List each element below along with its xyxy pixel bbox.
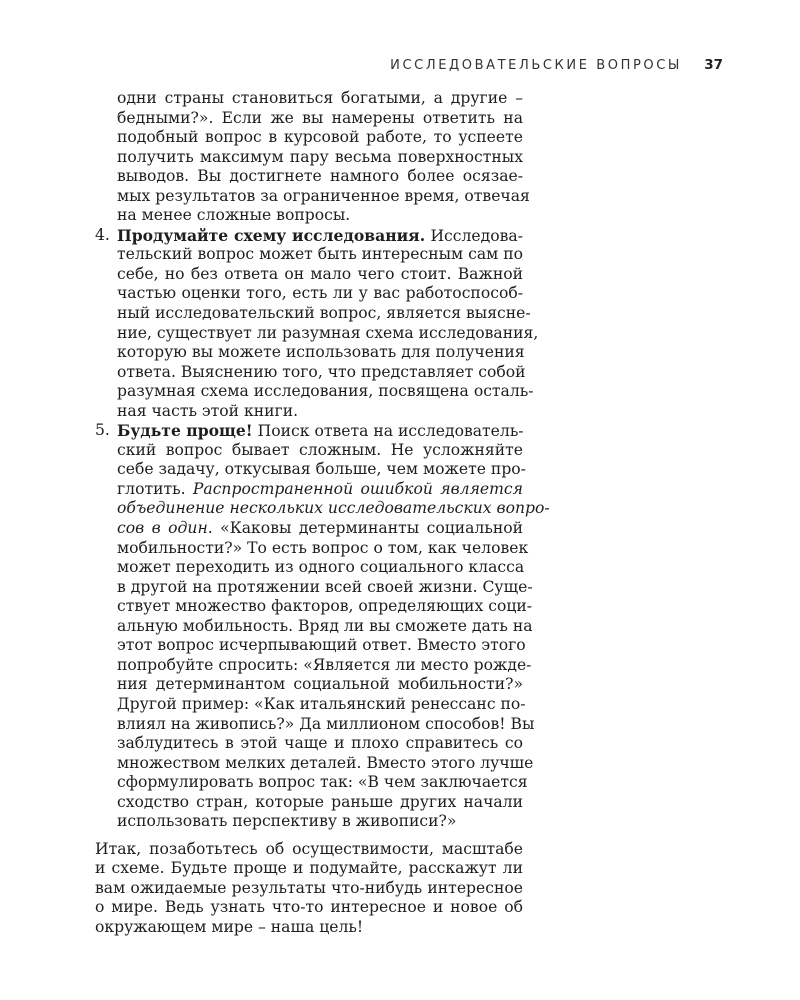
- italic-fragment: Распространенной ошибкой является: [192, 479, 523, 498]
- text-line: выводов. Вы достигнете намного более осязае-: [117, 167, 523, 186]
- text-line: ния детерминантом социальной мобильности?»: [117, 675, 523, 694]
- page-body: [95, 89, 550, 938]
- italic-fragment: объединение нескольких исследовательских вопро-: [117, 499, 550, 518]
- text-line: влиял на живопись?» Да миллионом способов! Вы: [117, 714, 535, 733]
- text-line: и схеме. Будьте проще и подумайте, расскажут ли: [95, 859, 523, 878]
- list-number: 5.: [95, 421, 110, 440]
- page-number: 37: [704, 57, 723, 73]
- text-line: окружающем мире – наша цель!: [95, 917, 364, 936]
- text-line: ная часть этой книги.: [117, 401, 299, 420]
- text-line: ствует множество факторов, определяющих соци-: [117, 597, 533, 616]
- text-line: [117, 226, 523, 246]
- text-line: которую вы можете использовать для получения: [117, 343, 525, 362]
- text-line: себе, но без ответа он мало чего стоит. Важной: [117, 264, 523, 283]
- text-line: о мире. Ведь узнать что-то интересное и новое об: [95, 898, 523, 917]
- text-line: бедными?». Если же вы намерены ответить на: [117, 108, 523, 127]
- running-head: ИССЛЕДОВАТЕЛЬСКИЕ ВОПРОСЫ: [390, 58, 682, 73]
- list-item-5: [95, 421, 550, 831]
- text-line: [117, 421, 523, 441]
- text-line: мых результатов за ограниченное время, отвечая: [117, 186, 530, 205]
- text-line: ответа. Выяснению того, что представляет собой: [117, 362, 526, 381]
- text-line: на менее сложные вопросы.: [117, 206, 351, 225]
- text-line: сходство стран, которые раньше других начали: [117, 792, 523, 811]
- text-line: этот вопрос исчерпывающий ответ. Вместо этого: [117, 636, 526, 655]
- text-line: [117, 499, 550, 519]
- text-line: [117, 480, 523, 500]
- text-fragment: «Каковы детерминанты социальной: [220, 519, 523, 538]
- text-line: множеством мелких деталей. Вместо этого лучше: [117, 753, 534, 772]
- text-line: себе задачу, откусывая больше, чем можете про-: [117, 460, 526, 479]
- text-line: ние, существует ли разумная схема исследования,: [117, 323, 539, 342]
- item-heading: Будьте проще!: [117, 421, 253, 441]
- text-line: ский вопрос бывает сложным. Не усложняйте: [117, 440, 523, 459]
- text-line: [117, 519, 523, 539]
- continuation-paragraph: [95, 89, 530, 226]
- list-item-4: [95, 225, 539, 421]
- text-line: разумная схема исследования, посвящена осталь-: [117, 382, 534, 401]
- text-line: Другой пример: «Как итальянский ренессанс по-: [117, 694, 526, 713]
- page-header: [0, 58, 800, 80]
- text-line: в другой на протяжении всей своей жизни. Суще-: [117, 577, 533, 596]
- italic-fragment: сов в один.: [117, 519, 213, 538]
- list-number: 4.: [95, 225, 110, 244]
- text-line: ный исследовательский вопрос, является выясне-: [117, 304, 531, 323]
- item-heading: Продумайте схему исследования.: [117, 225, 426, 245]
- text-line: сформулировать вопрос так: «В чем заключается: [117, 773, 528, 792]
- text-line: может переходить из одного социального класса: [117, 558, 525, 577]
- text-line: использовать перспективу в живописи?»: [117, 812, 457, 831]
- text-line: попробуйте спросить: «Является ли место рожде-: [117, 655, 532, 674]
- text-line: Итак, позаботьтесь об осуществимости, масштабе: [95, 839, 523, 858]
- text-fragment: Исследова-: [430, 226, 523, 245]
- text-line: одни страны становиться богатыми, а другие –: [117, 89, 523, 107]
- text-line: тельский вопрос может быть интересным сам по: [117, 245, 524, 264]
- text-line: частью оценки того, есть ли у вас работоспособ-: [117, 284, 523, 303]
- text-line: заблудитесь в этой чаще и плохо справитесь со: [117, 734, 523, 753]
- text-line: подобный вопрос в курсовой работе, то успеете: [117, 128, 523, 147]
- text-line: альную мобильность. Вряд ли вы сможете дать на: [117, 616, 533, 635]
- conclusion-paragraph: [95, 840, 523, 938]
- text-fragment: Поиск ответа на исследователь-: [257, 422, 524, 441]
- text-fragment: глотить.: [117, 479, 186, 498]
- text-line: мобильности?» То есть вопрос о том, как человек: [117, 538, 529, 557]
- text-line: получить максимум пару весьма поверхностных: [117, 147, 523, 166]
- text-line: вам ожидаемые результаты что-нибудь интересное: [95, 878, 523, 897]
